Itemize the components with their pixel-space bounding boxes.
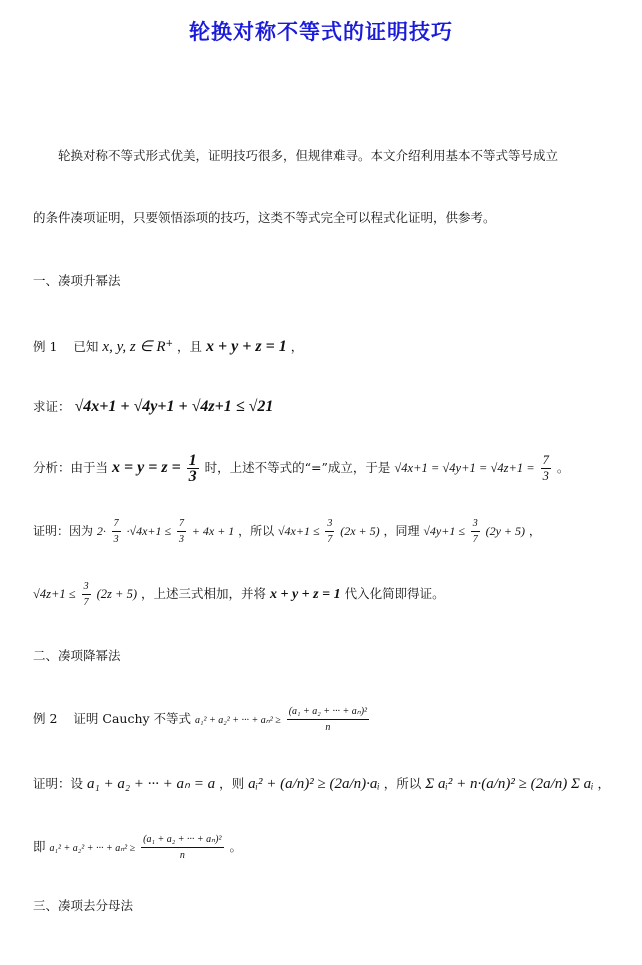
section-1-heading: 一、凑项升幂法 (33, 273, 121, 288)
analysis-fraction-denominator: 3 (188, 468, 197, 485)
prove-label: 求证： (33, 399, 71, 414)
therefore-lhs: a₁² + a₂² + ··· + aₙ² ≥ (49, 843, 136, 854)
proof-fraction-1-num: 7 (112, 516, 121, 532)
proof-part-c: + 4x + 1 (191, 524, 235, 538)
proof-fraction-4-num: 3 (471, 516, 480, 532)
proof2-fraction (82, 579, 91, 610)
intro-paragraph-line-1: 轮换对称不等式形式优美，证明技巧很多，但规律难寻。本文介绍利用基本不等式等号成立 (58, 148, 559, 163)
therefore-fraction (141, 832, 223, 863)
example-1-vars: x, y, z ∈ R (102, 339, 166, 356)
proof-2-inequality: aᵢ² + (a/n)² ≥ (2a/n)·aᵢ (248, 776, 380, 792)
proof-part-d: √4x+1 ≤ (277, 524, 320, 538)
proof-fraction-2 (177, 516, 186, 547)
proof-fraction-2-num: 7 (177, 516, 186, 532)
proof2-condition: x + y + z = 1 (269, 587, 341, 602)
proof-fraction-3-num: 3 (325, 516, 334, 532)
proof-part-g: (2y + 5) (485, 524, 526, 538)
proof-line-1 (33, 515, 541, 547)
proof2-part-b: (2z + 5) (96, 587, 137, 601)
example-2-fraction (287, 704, 369, 735)
proof-fraction-1-den: 3 (113, 534, 119, 545)
proof-fraction-4-den: 7 (472, 534, 478, 545)
proof-2-end: ， (597, 776, 611, 791)
proof-part-f: √4y+1 ≤ (423, 524, 465, 538)
therefore-line (33, 830, 242, 866)
therefore-end: 。 (229, 839, 242, 854)
section-2-heading: 二、凑项降幂法 (33, 648, 121, 663)
proof-line-2 (33, 578, 445, 611)
proof2-text: ，上述三式相加，并将 (140, 586, 266, 601)
proof-2-sum: a₁ + a₂ + ··· + aₙ = a (87, 776, 216, 792)
example-1-sup: + (165, 339, 174, 349)
example-1-and: ，且 (177, 339, 203, 355)
proof-2-label: 证明：设 (33, 776, 84, 791)
proof-fraction-3-den: 7 (327, 534, 333, 545)
prove-statement (33, 397, 273, 417)
proof-fraction-4 (471, 516, 480, 547)
therefore-numerator: (a₁ + a₂ + ··· + aₙ)² (141, 832, 223, 848)
example-1-label: 例 1 (33, 339, 58, 355)
proof-so: ，所以 (238, 524, 275, 538)
example-2-numerator: (a₁ + a₂ + ··· + aₙ)² (287, 704, 369, 720)
proof-part-e: (2x + 5) (340, 524, 380, 538)
example-1-condition: x + y + z = 1 (206, 338, 287, 356)
proof-2-line (33, 767, 610, 801)
proof-same: ，同理 (383, 524, 420, 538)
proof-comma: ， (528, 524, 541, 538)
analysis-end: 。 (556, 460, 570, 475)
proof-fraction-1 (112, 516, 121, 547)
proof2-part-a: √4z+1 ≤ (33, 587, 76, 601)
intro-paragraph-line-2: 的条件凑项证明，只要领悟添项的技巧，这类不等式完全可以程式化证明，供参考。 (33, 210, 496, 225)
therefore-denominator: n (179, 850, 185, 861)
proof2-fraction-num: 3 (82, 579, 91, 595)
proof2-fraction-den: 7 (83, 597, 89, 608)
proof-2-then: ，则 (219, 776, 245, 791)
example-1-text: 已知 (73, 339, 99, 355)
document-title: 轮换对称不等式的证明技巧 (189, 20, 453, 44)
analysis-root-numerator: 7 (542, 453, 549, 467)
analysis-middle: 时，上述不等式的“=”成立，于是 (204, 460, 391, 475)
proof2-end: 代入化简即得证。 (344, 586, 445, 601)
example-2-text: 证明 Cauchy 不等式 (73, 711, 192, 726)
prove-expression: √4x+1 + √4y+1 + √4z+1 ≤ √21 (74, 398, 274, 415)
analysis-fraction-numerator: 1 (188, 452, 197, 469)
example-2-lhs: a₁² + a₂² + ··· + aₙ² ≥ (195, 715, 281, 726)
example-2-label: 例 2 (33, 711, 58, 726)
example-1-end: ， (290, 339, 304, 355)
analysis-equal: x = y = z = (112, 459, 181, 476)
therefore-label: 即 (33, 839, 46, 854)
proof-2-so: ，所以 (383, 776, 422, 791)
analysis-label: 分析：由于当 (33, 460, 109, 475)
proof-fraction-3 (325, 516, 334, 547)
proof-part-a: 2· (96, 524, 106, 538)
proof-fraction-2-den: 3 (178, 534, 184, 545)
example-2 (33, 702, 371, 738)
analysis-root-fraction (541, 453, 551, 484)
analysis-line (33, 452, 569, 484)
example-1 (33, 334, 303, 357)
section-3-heading: 三、凑项去分母法 (33, 898, 134, 913)
example-2-denominator: n (325, 722, 331, 733)
proof-part-b: ·√4x+1 ≤ (126, 524, 172, 538)
proof-2-summation: Σ aᵢ² + n·(a/n)² ≥ (2a/n) Σ aᵢ (425, 776, 594, 792)
analysis-fraction (187, 453, 199, 484)
analysis-expression: √4x+1 = √4y+1 = √4z+1 = (394, 461, 535, 475)
proof-label: 证明：因为 (33, 524, 94, 538)
analysis-root-denominator: 3 (542, 469, 549, 483)
